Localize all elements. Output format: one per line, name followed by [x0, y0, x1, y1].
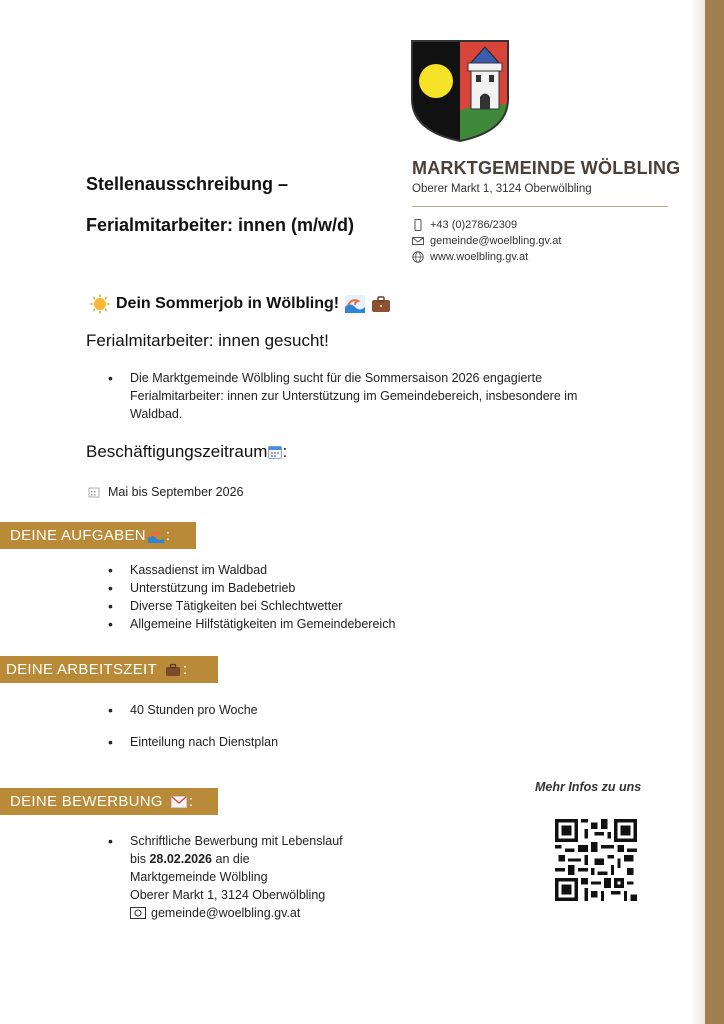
summer-heading-text: Dein Sommerjob in Wölbling!	[116, 295, 340, 312]
contact-email[interactable]	[412, 235, 561, 247]
tasks-heading: DEINE AUFGABEN	[10, 527, 146, 544]
right-edge-shade	[690, 0, 705, 1024]
list-item: • Diverse Tätigkeiten bei Schlechtwetter	[108, 597, 395, 615]
wanted-heading: Ferialmitarbeiter: innen gesucht!	[86, 331, 329, 350]
phone-number: +43 (0)2786/2309	[430, 219, 518, 231]
application-details	[108, 832, 343, 922]
wave-icon	[345, 295, 365, 313]
calendar-icon	[268, 445, 282, 459]
hours-heading-colon: :	[182, 661, 188, 678]
hours-heading: DEINE ARBEITSZEIT	[6, 661, 157, 678]
application-line2	[130, 850, 343, 868]
coat-of-arms	[410, 39, 510, 143]
intro-list	[108, 369, 628, 423]
contact-phone	[412, 219, 517, 231]
envelope-icon	[130, 907, 146, 919]
period-value-row	[88, 485, 244, 499]
qr-caption: Mehr Infos zu uns	[535, 780, 642, 794]
tasks-banner	[0, 522, 196, 549]
page-title-line2: Ferialmitarbeiter: innen (m/w/d)	[86, 215, 355, 235]
application-line4: Oberer Markt 1, 3124 Oberwölbling	[130, 888, 326, 902]
list-item: • Kassadienst im Waldbad	[108, 561, 395, 579]
list-item: • Einteilung nach Dienstplan	[108, 733, 278, 751]
application-line1: Schriftliche Bewerbung mit Lebenslauf	[130, 834, 343, 848]
application-email-row[interactable]	[130, 904, 343, 922]
list-item: • 40 Stunden pro Woche	[108, 701, 278, 719]
tasks-list	[108, 561, 395, 633]
right-edge-band	[705, 0, 724, 1024]
header-divider	[412, 206, 668, 207]
summer-heading	[90, 294, 391, 314]
calendar-icon	[88, 486, 100, 498]
hours-banner	[0, 656, 218, 683]
list-item: • Unterstützung im Badebetrieb	[108, 579, 395, 597]
application-banner	[0, 788, 218, 815]
email-link[interactable]: gemeinde@woelbling.gv.at	[430, 235, 562, 247]
application-line2-suffix: an die	[212, 852, 250, 866]
briefcase-icon	[165, 663, 181, 677]
application-email[interactable]: gemeinde@woelbling.gv.at	[151, 906, 301, 920]
briefcase-icon	[371, 295, 391, 313]
envelope-icon	[171, 796, 187, 808]
wave-icon	[148, 529, 164, 543]
period-heading	[86, 442, 287, 462]
globe-icon	[412, 251, 424, 263]
application-heading-colon: :	[188, 793, 194, 810]
application-deadline: 28.02.2026	[149, 852, 213, 866]
hours-list	[108, 701, 278, 751]
period-value: Mai bis September 2026	[108, 485, 244, 499]
application-line2-prefix: bis	[130, 852, 150, 866]
website-link[interactable]: www.woelbling.gv.at	[430, 251, 529, 263]
contact-website[interactable]	[412, 251, 528, 263]
page-title-line1: Stellenausschreibung –	[86, 174, 289, 194]
sun-icon	[90, 294, 110, 314]
envelope-icon	[412, 235, 424, 247]
application-heading: DEINE BEWERBUNG	[10, 793, 163, 810]
tasks-heading-colon: :	[165, 527, 171, 544]
org-name: MARKTGEMEINDE WÖLBLING	[412, 158, 681, 178]
org-address: Oberer Markt 1, 3124 Oberwölbling	[412, 183, 592, 195]
bullet-icon: •	[108, 833, 113, 849]
list-item: • Allgemeine Hilfstätigkeiten im Gemeindebereich	[108, 615, 395, 633]
phone-icon	[412, 219, 424, 231]
list-item: • Die Marktgemeinde Wölbling sucht für die Sommersaison 2026 engagierte Ferialmitarbeiter: innen zur Unterstützung im Gemeindebereich, insbesondere im Waldbad.	[108, 369, 628, 423]
qr-code[interactable]	[555, 819, 637, 901]
application-line3: Marktgemeinde Wölbling	[130, 870, 268, 884]
period-heading-text: Beschäftigungszeitraum	[86, 442, 268, 461]
period-heading-colon: :	[282, 442, 288, 461]
